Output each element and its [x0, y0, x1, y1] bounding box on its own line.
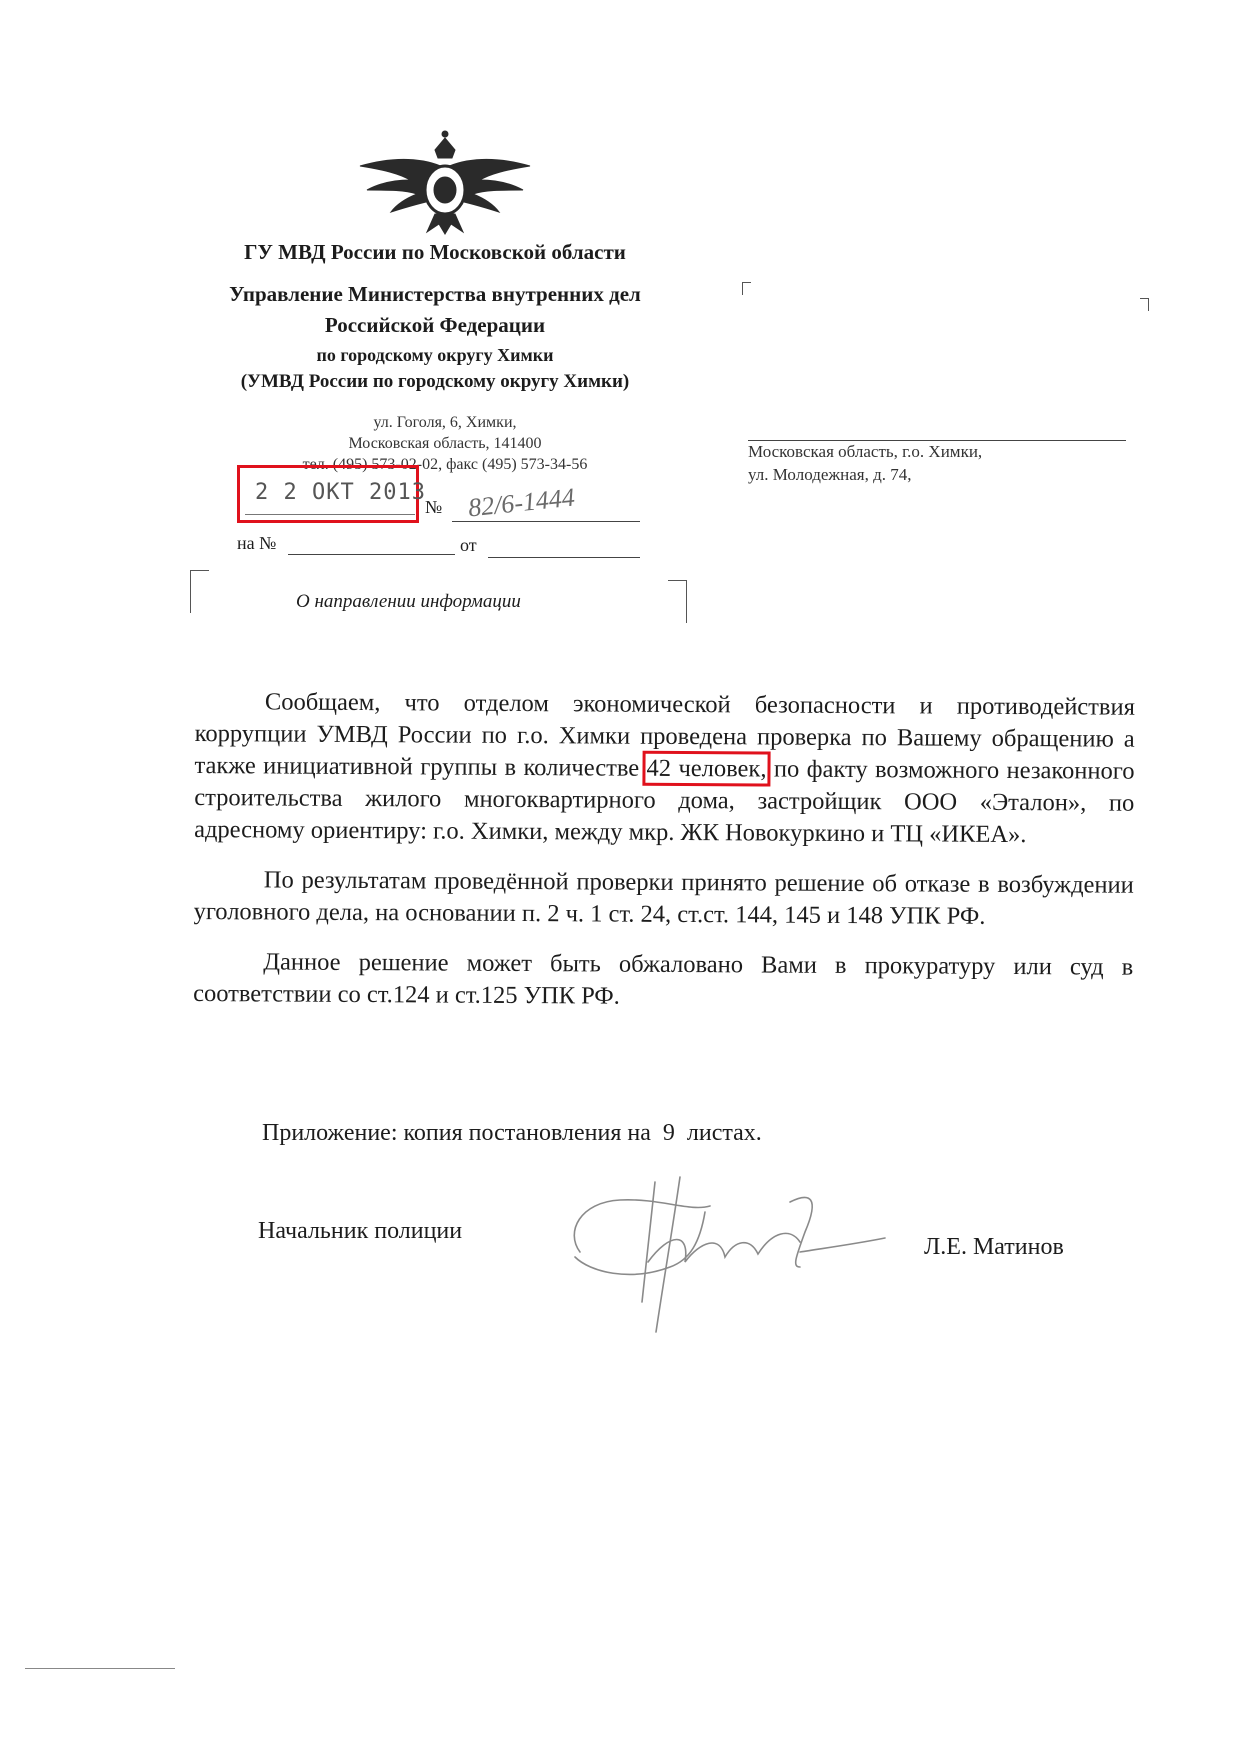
body-paragraph-1 — [194, 686, 1135, 852]
date-stamp: 2 2 ОКТ 2013 — [255, 480, 426, 505]
dept-name-line1: Управление Министерства внутренних дел — [229, 282, 641, 306]
outgoing-number: 82/6-1444 — [466, 482, 577, 523]
recipient-street: ул. Молодежная, д. 74, — [748, 465, 912, 484]
body-paragraph-1-end: по факту возможного незаконного строительства жилого многоквартирного дома, застройщик ООО «Эталон», по адресному ориентиру: г.о. Химки, между мкр. ЖК Новокуркино и ТЦ «ИКЕА». — [194, 755, 1135, 849]
recipient-underline — [748, 440, 1126, 441]
address-line2: Московская область, 141400 — [348, 435, 542, 452]
emblem-icon — [355, 128, 535, 236]
recipient-bracket-right — [1140, 298, 1149, 311]
footer-divider — [25, 1668, 175, 1669]
subject-line: О направлении информации — [296, 591, 521, 612]
subject-bracket-left — [190, 570, 209, 613]
body-paragraph-2: По результатам проведённой проверки принято решение об отказе в возбуждении уголовного дела, на основании п. 2 ч. 1 ст. 24, ст.ст. 144, 145 и 148 УПК РФ. — [193, 866, 1134, 930]
address-line3: тел. (495) 573-02-02, факс (495) 573-34-56 — [302, 456, 588, 473]
dept-name-line3: по городскому округу Химки — [316, 345, 554, 365]
signature-icon — [560, 1172, 890, 1342]
number-label: № — [425, 497, 443, 517]
signatory-position: Начальник полиции — [258, 1218, 463, 1244]
ref-number-label: на № — [237, 533, 277, 553]
dept-name-line2: Российской Федерации — [324, 313, 546, 337]
people-count-highlight: 42 человек, — [646, 754, 767, 783]
signatory-name: Л.Е. Матинов — [924, 1234, 1064, 1260]
body-paragraph-1-start: Сообщаем, что отделом экономической безопасности и противодействия коррупции УМВД России по г.о. Химки проведена проверка по Вашему обращению а также инициативной группы в количестве — [194, 688, 1135, 782]
letter-body — [193, 686, 1135, 1016]
subject-bracket-right — [668, 580, 687, 623]
org-main-title: ГУ МВД России по Московской области — [244, 240, 626, 264]
ref-number-underline — [288, 554, 455, 555]
recipient-bracket-left — [742, 282, 751, 295]
dept-short-name: (УМВД России по городскому округу Химки) — [240, 371, 630, 392]
attachment-note: Приложение: копия постановления на 9 листах. — [262, 1120, 762, 1146]
body-paragraph-3: Данное решение может быть обжаловано Вами в прокуратуру или суд в соответствии со ст.124 и ст.125 УПК РФ. — [193, 948, 1134, 1010]
ref-date-label: от — [460, 535, 477, 555]
address-line1: ул. Гоголя, 6, Химки, — [373, 414, 517, 431]
number-underline — [452, 521, 640, 522]
ref-date-underline — [488, 557, 640, 558]
recipient-region: Московская область, г.о. Химки, — [748, 442, 983, 461]
date-underline — [245, 514, 415, 515]
